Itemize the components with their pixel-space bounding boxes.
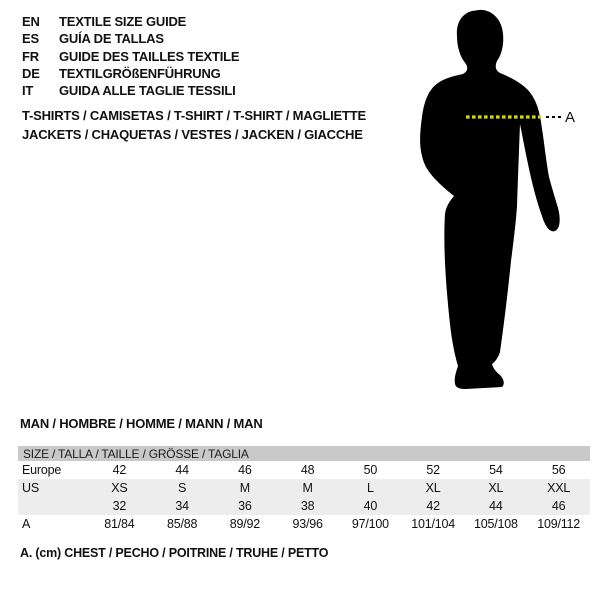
language-code: IT — [22, 83, 34, 99]
measurement-footnote: A. (cm) CHEST / PECHO / POITRINE / TRUHE / PETTO — [20, 546, 329, 560]
size-cell: 93/96 — [292, 517, 323, 531]
size-cell: 101/104 — [411, 517, 456, 531]
man-silhouette-svg — [415, 5, 600, 395]
language-code: EN — [22, 14, 40, 30]
table-row-chest-cm — [18, 515, 590, 533]
size-cell: 42 — [112, 463, 127, 477]
size-cell: 46 — [238, 463, 252, 477]
size-cell: 89/92 — [229, 517, 261, 531]
list-item — [22, 82, 239, 99]
size-cell: 48 — [300, 463, 315, 477]
size-table — [18, 446, 590, 533]
table-row-us — [18, 479, 590, 497]
guide-title: TEXTILE SIZE GUIDE — [59, 14, 187, 30]
row-label: Europe — [22, 463, 62, 477]
guide-title: TEXTILGRÖßENFÜHRUNG — [59, 66, 221, 82]
size-cell: 109/112 — [537, 517, 581, 531]
guide-title: GUÍA DE TALLAS — [59, 31, 164, 47]
language-title-list — [22, 13, 239, 99]
guide-title: GUIDE DES TAILLES TEXTILE — [59, 48, 240, 64]
size-cell: 85/88 — [166, 517, 198, 531]
size-cell: 81/84 — [104, 517, 135, 531]
size-cell: XXL — [547, 481, 571, 495]
size-cell: 54 — [489, 463, 503, 477]
list-item — [22, 13, 239, 30]
category-jackets: JACKETS / CHAQUETAS / VESTES / JACKEN / GIACCHE — [22, 126, 363, 142]
guide-title: GUIDA ALLE TAGLIE TESSILI — [59, 83, 236, 99]
language-code: DE — [22, 66, 40, 82]
man-silhouette-figure — [415, 5, 600, 395]
size-cell: 56 — [551, 463, 566, 477]
size-cell: XS — [111, 481, 128, 495]
list-item — [22, 30, 239, 47]
category-tshirts: T-SHIRTS / CAMISETAS / T-SHIRT / T-SHIRT / MAGLIETTE — [22, 108, 366, 123]
size-cell: 32 — [112, 499, 127, 513]
row-label: A — [22, 517, 31, 531]
measure-label-a: A — [565, 109, 575, 126]
size-cell: 105/108 — [473, 517, 518, 531]
size-cell: M — [302, 481, 313, 495]
size-cell: L — [366, 481, 374, 495]
size-cell: 38 — [300, 499, 315, 513]
size-cell: 97/100 — [351, 517, 389, 531]
size-cell: 44 — [489, 499, 503, 513]
size-cell: 36 — [238, 499, 252, 513]
size-cell: 40 — [363, 499, 378, 513]
size-cell: 46 — [551, 499, 566, 513]
size-table-header: SIZE / TALLA / TAILLE / GRÖSSE / TAGLIA — [18, 446, 590, 461]
size-cell: XL — [425, 481, 441, 495]
size-cell: 50 — [363, 463, 378, 477]
section-title-man: MAN / HOMBRE / HOMME / MANN / MAN — [20, 416, 263, 431]
size-cell: S — [178, 481, 187, 495]
language-code: FR — [22, 48, 39, 64]
table-row-europe — [18, 461, 590, 479]
row-label: US — [22, 481, 39, 495]
size-cell: 44 — [175, 463, 189, 477]
garment-categories — [22, 107, 366, 144]
size-cell: XL — [488, 481, 504, 495]
list-item — [22, 48, 239, 65]
list-item — [22, 65, 239, 82]
size-cell: 52 — [426, 463, 440, 477]
size-cell: 42 — [426, 499, 440, 513]
language-code: ES — [22, 31, 39, 47]
table-row-numeric — [18, 497, 590, 515]
size-cell: 34 — [175, 499, 189, 513]
man-silhouette-shape — [420, 10, 560, 389]
size-cell: M — [239, 481, 250, 495]
